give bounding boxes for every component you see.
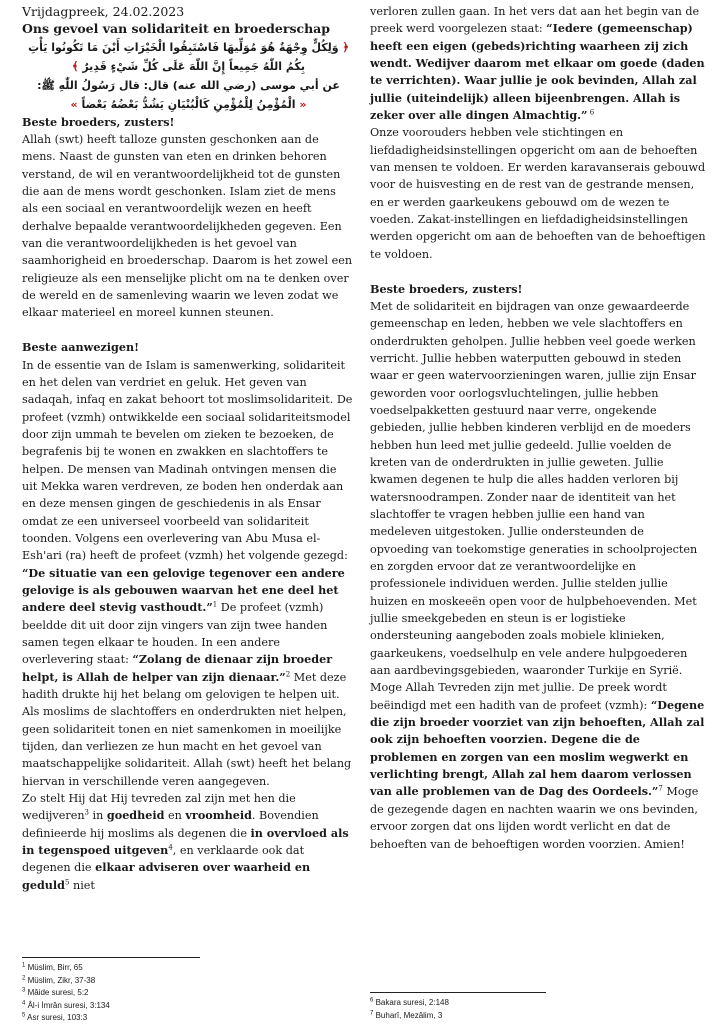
footnote-number: 5: [22, 1012, 26, 1019]
sermon-heading: Ons gevoel van solidariteit en broederschap: [22, 21, 331, 37]
paragraph: [22, 357, 355, 791]
text: en: [164, 809, 186, 823]
text: Allah (swt) heeft talloze gunsten geschonken aan de mens. Naast de gunsten van eten en drinken behoren verstand, de wil en verantwoordelijkheid tot de gunsten die aan de mens wordt geschonken. Islam ziet de mens als een sociaal en verantwoordelijk wezen en heeft derhalve bepaalde verantwoordelijkheden gegeven. Een van die verantwoordelijkheden is het gevoel van saamhorigheid en broederschap. Daarom is het zowel een religieuze als een menselijke plicht om na te denken over de wereld en de samenleving waarin we leven zodat we elkaar materieel en moreel kunnen steunen.: [22, 133, 353, 320]
blank-line: [22, 322, 355, 339]
bold-text: goedheid: [106, 808, 165, 823]
bold-text: vroomheid: [185, 808, 252, 823]
footnote-text: Mâide suresi, 5:2: [27, 988, 89, 997]
footnotes-left: [22, 962, 110, 1025]
text: Zo stelt Hij dat Hij tevreden zal zijn met hen die wedijveren: [22, 792, 296, 823]
footnote-text: Âl-i İmrân suresi, 3:134: [27, 1000, 110, 1010]
text: Met de solidariteit en bijdragen van onze gewaardeerde gemeenschap en leden, hebben we vele slachtoffers en onderdrukten geholpen. Jullie hebben veel goede werken verricht. Jullie hebben waterputten gebouwd in steden waar er geen watervoorzieningen waren, jullie zijn Ensar geworden voor oorlogsvluchtelingen, jullie hebben voedselpakketten gestuurd naar verre, ongekende gebieden, jullie hebben kinderen verblijd en de moeders hebben hun leed met jullie gedeeld. Jullie voelden de kreten van de onderdrukten in jullie geweten. Jullie kwamen degenen te hulp die alles hadden verloren bij watersnoodrampen. Zonder naar de identiteit van het slachtoffer te vragen hebben jullie een hand van medeleven uitgestoken. Jullie ondersteunden de opvoeding van toekomstige generaties in schoolprojecten en zorgden ervoor dat ze verantwoordelijke en professionele individuen werden. Jullie stelden jullie huizen en moskeeën open voor de hulpbehoevenden. Met jullie smeekgebeden en steun is er logistieke ondersteuning aangeboden zoals mobiele klinieken, gaarkeukens, voedselhulp en vele andere hulpgoederen aan aardbevingsgebieden, waaronder Turkije en Syrië. Moge Allah Tevreden zijn met jullie. De preek wordt beëindigd met een hadith van de profeet (vzmh):: [370, 299, 698, 712]
footnote: [22, 987, 110, 1000]
footnote-ref: 3: [84, 808, 89, 817]
verse-bracket-close: ﴾: [72, 59, 79, 73]
text: In de essentie van de Islam is samenwerking, solidariteit en het delen van verdriet en geluk. Het geven van sadaqah, infaq en zakat behoort tot moslimsolidariteit. De profeet (vzmh) ontwikkelde een sociaal solidariteitsmodel door zijn ummah te bevelen om zieken te bezoeken, de begrafenis bij te wonen en zwakken en slachtoffers te helpen. De mensen van Madinah ontvingen mensen die uit Mekka waren verdreven, ze boden hen onderdak aan en deze mensen gingen de geschiedenis in als Ensar omdat ze een universeel voorbeeld van solidariteit toonden. Volgens een overlevering van Abu Musa el-Esh'ari (ra) heeft de profeet (vzmh) het volgende gezegd:: [22, 358, 353, 563]
footnote-number: 7: [370, 1009, 374, 1016]
section-greeting: [22, 114, 355, 131]
paragraph: [370, 298, 706, 853]
hadith-arabic: [22, 95, 355, 114]
paragraph: [370, 3, 706, 124]
quran-verse: [22, 38, 355, 76]
bold-text: “Zolang de dienaar zijn broeder helpt, is Allah de helper van zijn dienaar.”: [22, 652, 333, 684]
hadith-quote-close: »: [70, 97, 78, 111]
footnote: [22, 962, 110, 975]
verse-text: وَلِكُلٍّ وِجْهَةٌ هُوَ مُوَلِّيهَا فَاسْتَبِقُوا الْخَيْرَاتِ أَيْنَ مَا تَكُونُوا يَأْتِ بِكُمُ اللّٰهُ جَمِيعاً إِنَّ اللّٰهَ عَلَى كُلِّ شَيْءٍ قَدِيرٌ: [28, 40, 339, 73]
footnote: [370, 997, 449, 1010]
footnote-number: 3: [22, 987, 26, 994]
footnote: [22, 1000, 110, 1013]
bold-text: “Iedere (gemeenschap) heeft een eigen (gebeds)richting waarheen zij zich wendt. Wedijver daarom met elkaar om goede (daden te verrichten). Waar jullie je ook bevinden, Allah zal jullie (uiteindelijk) alleen bijeenbrengen. Allah is zeker over alle dingen Almachtig.”: [370, 21, 705, 123]
bold-text: in overvloed als in tegenspoed uitgeven: [22, 825, 349, 858]
paragraph: [22, 790, 355, 894]
hadith-quote-open: «: [299, 97, 307, 111]
text: in: [89, 809, 107, 823]
footnote: [370, 1010, 449, 1023]
footnote-text: Müslim, Zikr, 37-38: [27, 975, 96, 985]
text: De profeet (vzmh) beeldde dit uit door zijn vingers van zijn twee handen samen tegen elkaar te houden. In een andere overlevering staat:: [22, 601, 328, 667]
footnote-ref: 1: [212, 600, 218, 609]
footnote-number: 1: [22, 962, 26, 969]
text: Moge de gezegende dagen en nachten waarin we ons bevinden, ervoor zorgen dat ons lijden wordt verlicht en dat de behoeften van de behoeftigen worden voorzien. Amien!: [370, 785, 699, 851]
text: , en verklaarde ook dat degenen die: [22, 844, 305, 875]
footnote-number: 4: [22, 999, 26, 1006]
section-greeting: [22, 339, 355, 356]
blank-line: [370, 263, 706, 280]
paragraph: [22, 131, 355, 322]
footnote-ref: 2: [285, 669, 291, 678]
bold-text: elkaar adviseren over waarheid en geduld: [22, 860, 311, 892]
footnote-text: Asr suresi, 103:3: [27, 1013, 88, 1022]
text: niet: [69, 878, 95, 892]
bold-text: Beste aanwezigen!: [22, 340, 140, 355]
footnote-text: Müslim, Birr, 65: [27, 963, 83, 972]
footnote-ref: 6: [587, 108, 595, 117]
bold-text: Beste broeders, zusters!: [22, 114, 175, 129]
left-column: [22, 3, 355, 894]
footnote-text: Bakara suresi, 2:148: [375, 998, 449, 1007]
footnote-ref: 5: [64, 878, 70, 887]
text: . Bovendien definieerde hij moslims als degenen die: [22, 809, 319, 840]
section-greeting: [370, 281, 706, 298]
paragraph: [370, 124, 706, 263]
right-body: [370, 3, 706, 853]
bold-text: “Degene die zijn broeder voorziet van zijn behoeften, Allah zal ook zijn behoeften voorzien. Degene die de problemen en zorgen van een moslim wegwerkt en verlichting brengt, Allah zal hem daarom verlossen van alle problemen van de Dag des Oordeels.”: [370, 697, 705, 799]
sermon-date-title: Vrijdagpreek, 24.02.2023: [22, 4, 185, 19]
footnote-divider-right: [370, 992, 546, 993]
bold-text: “De situatie van een gelovige tegenover een andere gelovige is als gebouwen waarvan het ene deel het andere deel stevig vasthoudt.”: [22, 565, 345, 615]
footnote: [22, 975, 110, 988]
left-body: [22, 114, 355, 894]
footnote-ref: 7: [658, 784, 663, 793]
footnote-number: 2: [22, 974, 26, 981]
footnote-number: 6: [370, 997, 374, 1004]
bold-text: Beste broeders, zusters!: [370, 281, 523, 296]
text: Met deze hadith drukte hij het belang om gelovigen te helpen uit. Als moslims de slachtoffers en onderdrukten niet helpen, geen solidariteit tonen en niet samenkomen in moeilijke tijden, dan verliezen ze hun macht en het gevoel van maatschappelijke solidariteit. Allah (swt) heeft het belang hiervan in verschillende veren aangegeven.: [22, 670, 352, 788]
verse-bracket-open: ﴿: [342, 40, 349, 54]
footnote-text: Buharî, Mezâlim, 3: [375, 1010, 443, 1020]
text: Onze voorouders hebben vele stichtingen en liefdadigheidsinstellingen opgericht om aan de behoeften van mensen te voldoen. Er werden karavanserais gebouwd voor de huisvesting en de rest van de gestrande mensen, en er werden gaarkeukens gebouwd om de wezen te voeden. Zakat-instellingen en liefdadigheidsinstellingen werden opgericht om aan de behoeften van de behoeftigen te voldoen.: [370, 126, 706, 261]
footnote-divider-left: [22, 957, 200, 958]
text: verloren zullen gaan. In het vers dat aan het begin van de preek werd voorgelezen staat:: [370, 5, 700, 36]
hadith-text: الْمُؤْمِنُ لِلْمُؤْمِنِ كَالْبُنْيَانِ يَشُدُّ بَعْضُهُ بَعْضاً: [81, 97, 296, 111]
footnote: [22, 1012, 110, 1025]
footnotes-right: [370, 997, 449, 1022]
hadith-intro: عن أبي موسى (رضي الله عنه) قال: قال رَسُولُ اللّٰهِ ﷺ:: [37, 78, 340, 92]
right-column: [370, 3, 706, 853]
footnote-ref: 4: [168, 843, 173, 852]
